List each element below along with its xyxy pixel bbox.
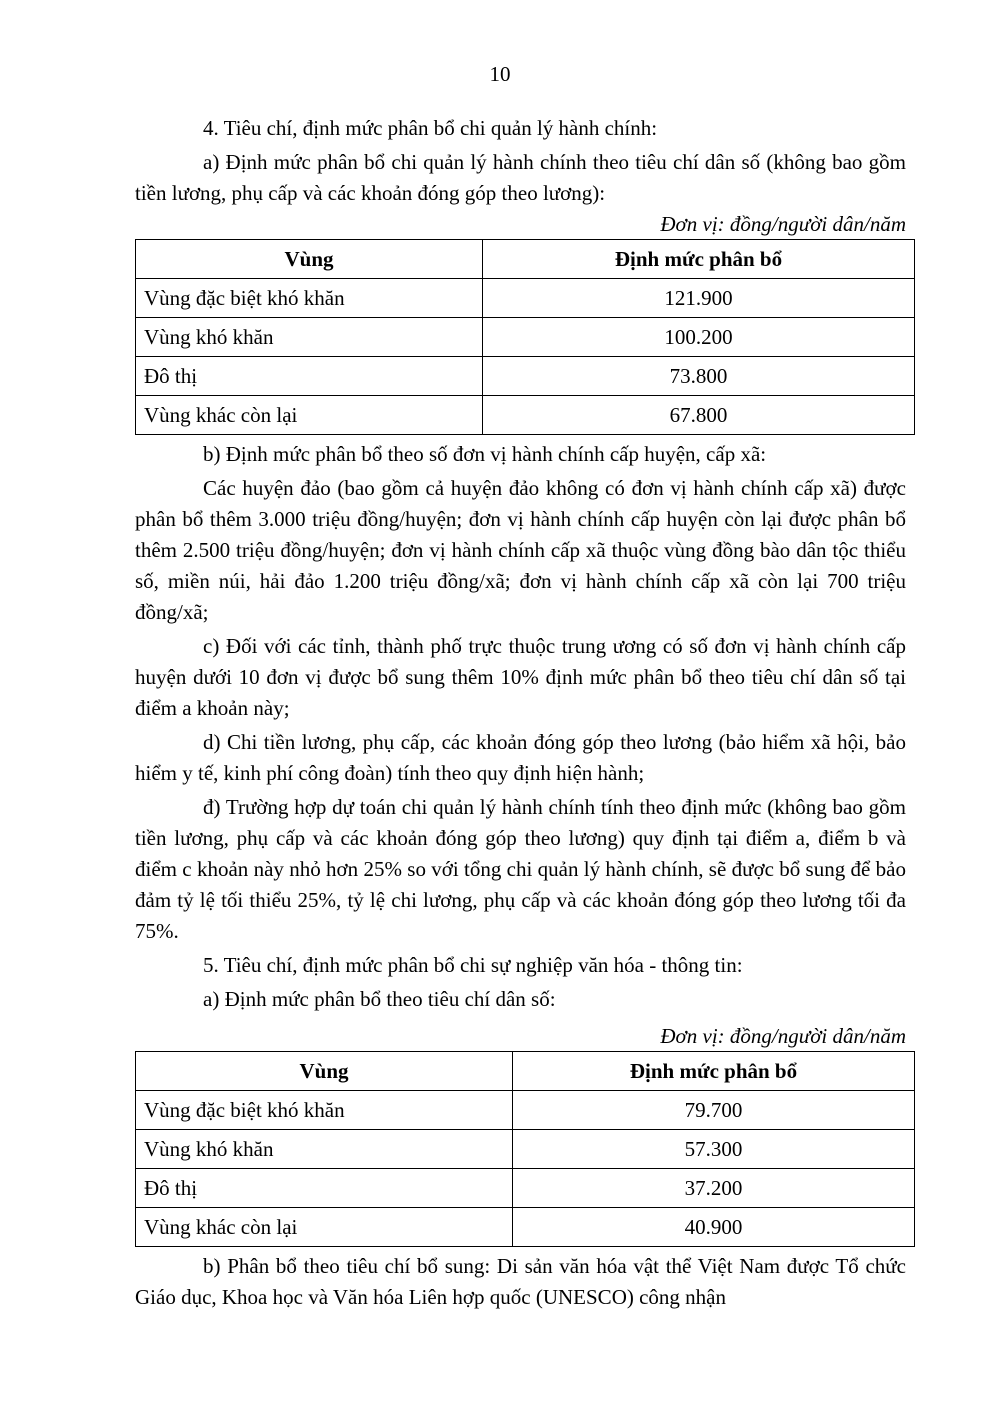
norm-cell: 79.700 <box>513 1091 915 1130</box>
section-5-table <box>135 1051 915 1247</box>
section-4-table-unit: Đơn vị: đồng/người dân/năm <box>660 212 906 236</box>
table-row <box>136 1208 915 1247</box>
norm-cell: 37.200 <box>513 1169 915 1208</box>
table-row <box>136 357 915 396</box>
table-row <box>136 1130 915 1169</box>
norm-cell: 57.300 <box>513 1130 915 1169</box>
region-cell: Đô thị <box>136 1169 513 1208</box>
section-5-item-b: b) Phân bổ theo tiêu chí bổ sung: Di sản văn hóa vật thể Việt Nam được Tổ chức Giáo dục, Khoa học và Văn hóa Liên hợp quốc (UNESCO) công nhận <box>135 1254 906 1309</box>
section-4-heading: 4. Tiêu chí, định mức phân bổ chi quản lý hành chính: <box>203 116 658 140</box>
region-cell: Vùng khác còn lại <box>136 396 483 435</box>
table-row <box>136 1091 915 1130</box>
table-row <box>136 396 915 435</box>
norm-cell: 40.900 <box>513 1208 915 1247</box>
section-4-item-b: b) Định mức phân bổ theo số đơn vị hành chính cấp huyện, cấp xã: <box>203 442 767 466</box>
table-header-row <box>136 1052 915 1091</box>
norm-cell: 100.200 <box>483 318 915 357</box>
column-header-region: Vùng <box>136 240 483 279</box>
region-cell: Đô thị <box>136 357 483 396</box>
table-row <box>136 1169 915 1208</box>
column-header-norm: Định mức phân bổ <box>513 1052 915 1091</box>
column-header-norm: Định mức phân bổ <box>483 240 915 279</box>
section-5-table-unit: Đơn vị: đồng/người dân/năm <box>660 1024 906 1048</box>
region-cell: Vùng khó khăn <box>136 1130 513 1169</box>
section-4-item-a: a) Định mức phân bổ chi quản lý hành chính theo tiêu chí dân số (không bao gồm tiền lương, phụ cấp và các khoản đóng góp theo lương): <box>135 150 906 205</box>
section-4-item-c: c) Đối với các tỉnh, thành phố trực thuộc trung ương có số đơn vị hành chính cấp huyện dưới 10 đơn vị được bổ sung thêm 10% định mức phân bổ theo tiêu chí dân số tại điểm a khoản này; <box>135 634 906 720</box>
table-row <box>136 279 915 318</box>
section-5-heading: 5. Tiêu chí, định mức phân bổ chi sự nghiệp văn hóa - thông tin: <box>203 953 743 977</box>
section-4-item-dd: đ) Trường hợp dự toán chi quản lý hành chính tính theo định mức (không bao gồm tiền lương, phụ cấp và các khoản đóng góp theo lương) quy định tại điểm a, điểm b và điểm c khoản này nhỏ hơn 25% so với tổng chi quản lý hành chính, sẽ được bổ sung để bảo đảm tỷ lệ tối thiểu 25%, tỷ lệ chi lương, phụ cấp và các khoản đóng góp theo lương tối đa 75%. <box>135 795 906 943</box>
section-4-item-d: d) Chi tiền lương, phụ cấp, các khoản đóng góp theo lương (bảo hiểm xã hội, bảo hiểm y tế, kinh phí công đoàn) tính theo quy định hiện hành; <box>135 730 906 785</box>
norm-cell: 121.900 <box>483 279 915 318</box>
region-cell: Vùng khó khăn <box>136 318 483 357</box>
norm-cell: 73.800 <box>483 357 915 396</box>
page-number: 10 <box>489 62 511 86</box>
section-4-table <box>135 239 915 435</box>
norm-cell: 67.800 <box>483 396 915 435</box>
table-header-row <box>136 240 915 279</box>
document-body <box>135 113 906 1316</box>
region-cell: Vùng đặc biệt khó khăn <box>136 1091 513 1130</box>
region-cell: Vùng đặc biệt khó khăn <box>136 279 483 318</box>
table-row <box>136 318 915 357</box>
column-header-region: Vùng <box>136 1052 513 1091</box>
section-4-item-b-detail: Các huyện đảo (bao gồm cả huyện đảo không có đơn vị hành chính cấp xã) được phân bổ thêm 3.000 triệu đồng/huyện; đơn vị hành chính cấp huyện còn lại được phân bổ thêm 2.500 triệu đồng/huyện; đơn vị hành chính cấp xã thuộc vùng đồng bào dân tộc thiểu số, miền núi, hải đảo 1.200 triệu đồng/xã; đơn vị hành chính cấp xã còn lại 700 triệu đồng/xã; <box>135 476 906 624</box>
section-5-item-a: a) Định mức phân bổ theo tiêu chí dân số: <box>203 987 556 1011</box>
region-cell: Vùng khác còn lại <box>136 1208 513 1247</box>
